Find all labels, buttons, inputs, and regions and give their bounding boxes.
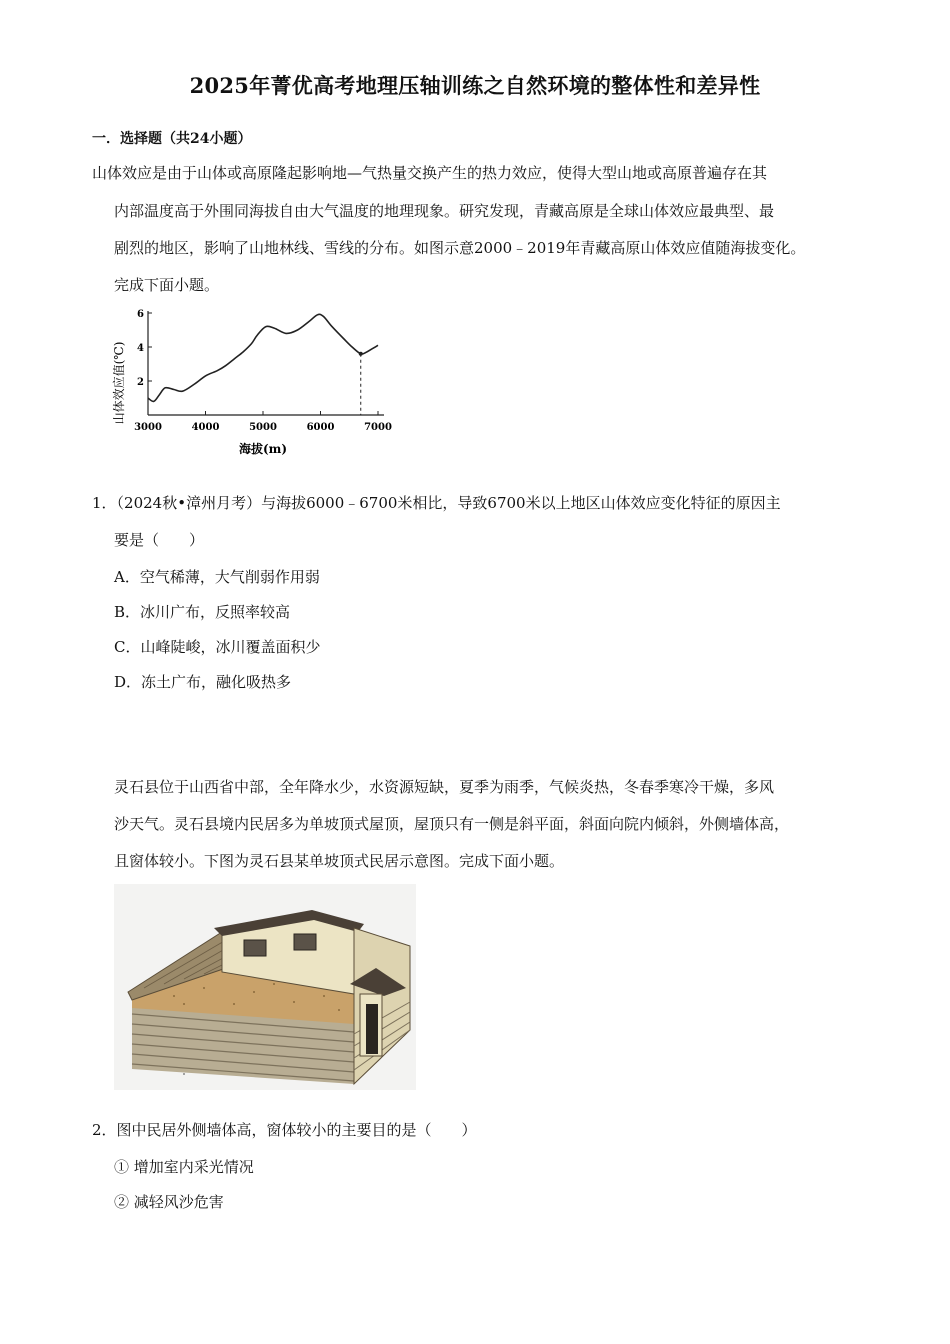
chart-annotation-point	[359, 352, 363, 356]
chart-x-tick-label: 4000	[191, 422, 220, 433]
passage-1-line: 内部温度高于外围同海拔自由大气温度的地理现象。研究发现，青藏高原是全球山体效应最典型、最	[114, 202, 775, 220]
chart-x-tick-label: 7000	[364, 422, 392, 433]
chart-y-tick-label: 6	[137, 309, 144, 320]
chart-x-tick-label: 3000	[134, 422, 162, 433]
chart-series-line	[148, 314, 378, 401]
passage-2-line: 灵石县位于山西省中部，全年降水少，水资源短缺，夏季为雨季，气候炎热，冬春季寒冷干燥，多风	[114, 778, 775, 796]
mountain-effect-chart	[108, 305, 408, 460]
chart-x-tick-label: 5000	[249, 422, 277, 433]
passage-2-line: 沙天气。灵石县境内民居多为单坡顶式屋顶，屋顶只有一侧是斜平面，斜面向院内倾斜，外侧墙体高，	[114, 815, 790, 833]
option-1[interactable]: ① 增加室内采光情况	[114, 1158, 254, 1176]
passage-2-line: 且窗体较小。下图为灵石县某单坡顶式民居示意图。完成下面小题。	[114, 852, 565, 870]
chart-x-tick-label: 6000	[306, 422, 335, 433]
question-stem-line: 要是（ ）	[114, 531, 205, 549]
question-stem-line: 1．（2024秋•漳州月考）与海拔6000﹣6700米相比，导致6700米以上地区山体效应变化特征的原因主	[92, 494, 781, 512]
chart-y-axis-label: 山体效应值(℃)	[112, 341, 126, 425]
chart-y-tick-label: 2	[137, 377, 144, 388]
question-stem-line: 2．图中民居外侧墙体高，窗体较小的主要目的是（ ）	[92, 1121, 477, 1139]
option-c[interactable]: C．山峰陡峻，冰川覆盖面积少	[114, 638, 321, 656]
option-b[interactable]: B．冰川广布，反照率较高	[114, 603, 291, 621]
passage-1-line: 山体效应是由于山体或高原隆起影响地—气热量交换产生的热力效应，使得大型山地或高原普遍存在其	[92, 164, 768, 182]
passage-1-line: 完成下面小题。	[114, 276, 220, 294]
single-slope-house-illustration	[114, 884, 416, 1090]
option-2[interactable]: ② 减轻风沙危害	[114, 1193, 224, 1211]
chart-x-axis-label: 海拔(m)	[238, 442, 288, 456]
passage-1-line: 剧烈的地区，影响了山地林线、雪线的分布。如图示意2000﹣2019年青藏高原山体效应值随海拔变化。	[114, 239, 806, 257]
option-d[interactable]: D．冻土广布，融化吸热多	[114, 673, 292, 691]
section-heading: 一．选择题（共24小题）	[92, 131, 252, 147]
chart-y-tick-label: 4	[137, 343, 144, 354]
option-a[interactable]: A．空气稀薄，大气削弱作用弱	[114, 568, 320, 586]
page-title: 2025年菁优高考地理压轴训练之自然环境的整体性和差异性	[189, 73, 761, 98]
